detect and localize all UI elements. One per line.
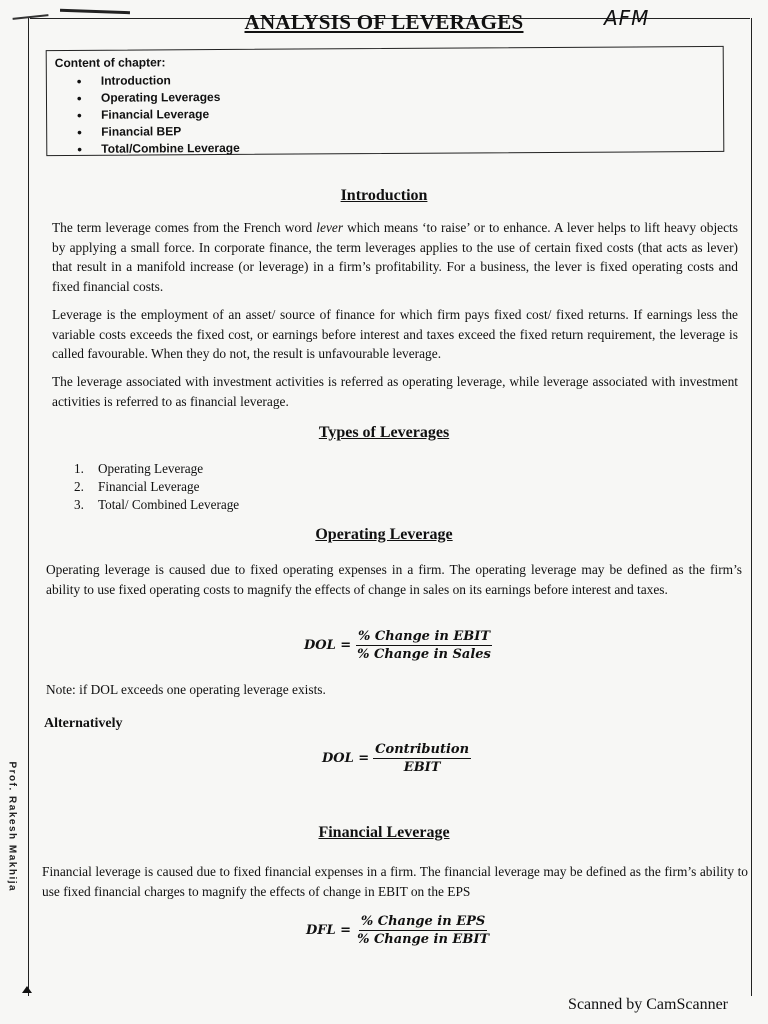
dol-note: Note: if DOL exceeds one operating leverage exists.: [46, 682, 326, 697]
formula-lhs: DOL =: [322, 751, 370, 766]
contents-heading: Content of chapter:: [54, 55, 166, 71]
introduction-paragraph-3: The leverage associated with investment activities is referred as operating leverage, while leverage associated with investment activities is referred to as financial leverage.: [52, 374, 738, 409]
formula-fraction: [373, 741, 471, 776]
contents-item: • Financial BEP: [69, 123, 240, 141]
formula-numerator: % Change in EPS: [360, 914, 486, 929]
formula-numerator: % Change in EBIT: [358, 629, 491, 644]
formula-lhs: DFL =: [306, 923, 352, 938]
types-list-item: 3. Total/ Combined Leverage: [74, 497, 240, 512]
formula-denominator: % Change in EBIT: [357, 932, 490, 947]
operating-leverage-paragraph: Operating leverage is caused due to fixed operating expenses in a firm. The operating leverage may be defined as the firm’s ability to use fixed operating costs to magnify the effects of change in sales on its earnings before interest and taxes.: [46, 562, 742, 597]
formula-fraction: [355, 913, 491, 948]
dfl-formula: [306, 913, 491, 948]
types-list-item: 1. Operating Leverage: [74, 461, 204, 476]
operating-leverage-heading: Operating Leverage: [315, 526, 453, 543]
scanner-watermark: Scanned by CamScanner: [568, 996, 728, 1013]
formula-numerator: Contribution: [375, 742, 470, 757]
introduction-heading: Introduction: [340, 187, 428, 204]
dol-alternative-formula: [322, 741, 471, 776]
formula-lhs: DOL =: [304, 638, 352, 653]
types-list-item: 2. Financial Leverage: [74, 479, 200, 494]
formula-denominator: EBIT: [403, 760, 441, 775]
contents-list: [69, 72, 240, 158]
chapter-contents-box: [46, 46, 725, 156]
contents-item: • Financial Leverage: [69, 106, 240, 124]
formula-fraction: [355, 628, 493, 663]
financial-leverage-heading: Financial Leverage: [318, 824, 450, 841]
financial-leverage-paragraph: Financial leverage is caused due to fixed financial expenses in a firm. The financial leverage may be defined as the firm’s ability to use fixed financial charges to magnify the effects of change in EBIT on the EPS: [42, 864, 748, 899]
document-title: ANALYSIS OF LEVERAGES: [244, 10, 524, 34]
corner-triangle-icon: [22, 986, 32, 993]
types-list: [74, 460, 239, 514]
contents-item: • Total/Combine Leverage: [69, 140, 240, 158]
alternatively-label: Alternatively: [44, 716, 123, 731]
formula-denominator: % Change in Sales: [357, 647, 491, 662]
introduction-paragraph-2: Leverage is the employment of an asset/ source of finance for which firm pays fixed cost/ fixed returns. If earnings less the variable costs exceeds the fixed cost, or earnings before interest and taxes exceed the fixed return requirement, the leverage is called favourable. When they do not, the result is unfavourable leverage.: [52, 307, 738, 361]
contents-item: • Introduction: [69, 72, 240, 90]
introduction-paragraph-1: The term leverage comes from the French word lever which means ‘to raise’ or to enhance. A lever helps to lift heavy objects by applying a small force. In corporate finance, the term leverages applies to the use of certain fixed costs (that acts as lever) that result in a manifold increase (or leverage) in a firm’s profitability. For a business, the lever is fixed operating costs and fixed financial costs.: [52, 220, 738, 294]
dol-formula: [304, 628, 493, 663]
contents-item: • Operating Leverages: [69, 89, 240, 107]
handwritten-note: AFM: [604, 6, 650, 30]
margin-author-text: Prof. Rakesh Makhija: [6, 761, 18, 893]
types-heading: Types of Leverages: [318, 424, 450, 441]
